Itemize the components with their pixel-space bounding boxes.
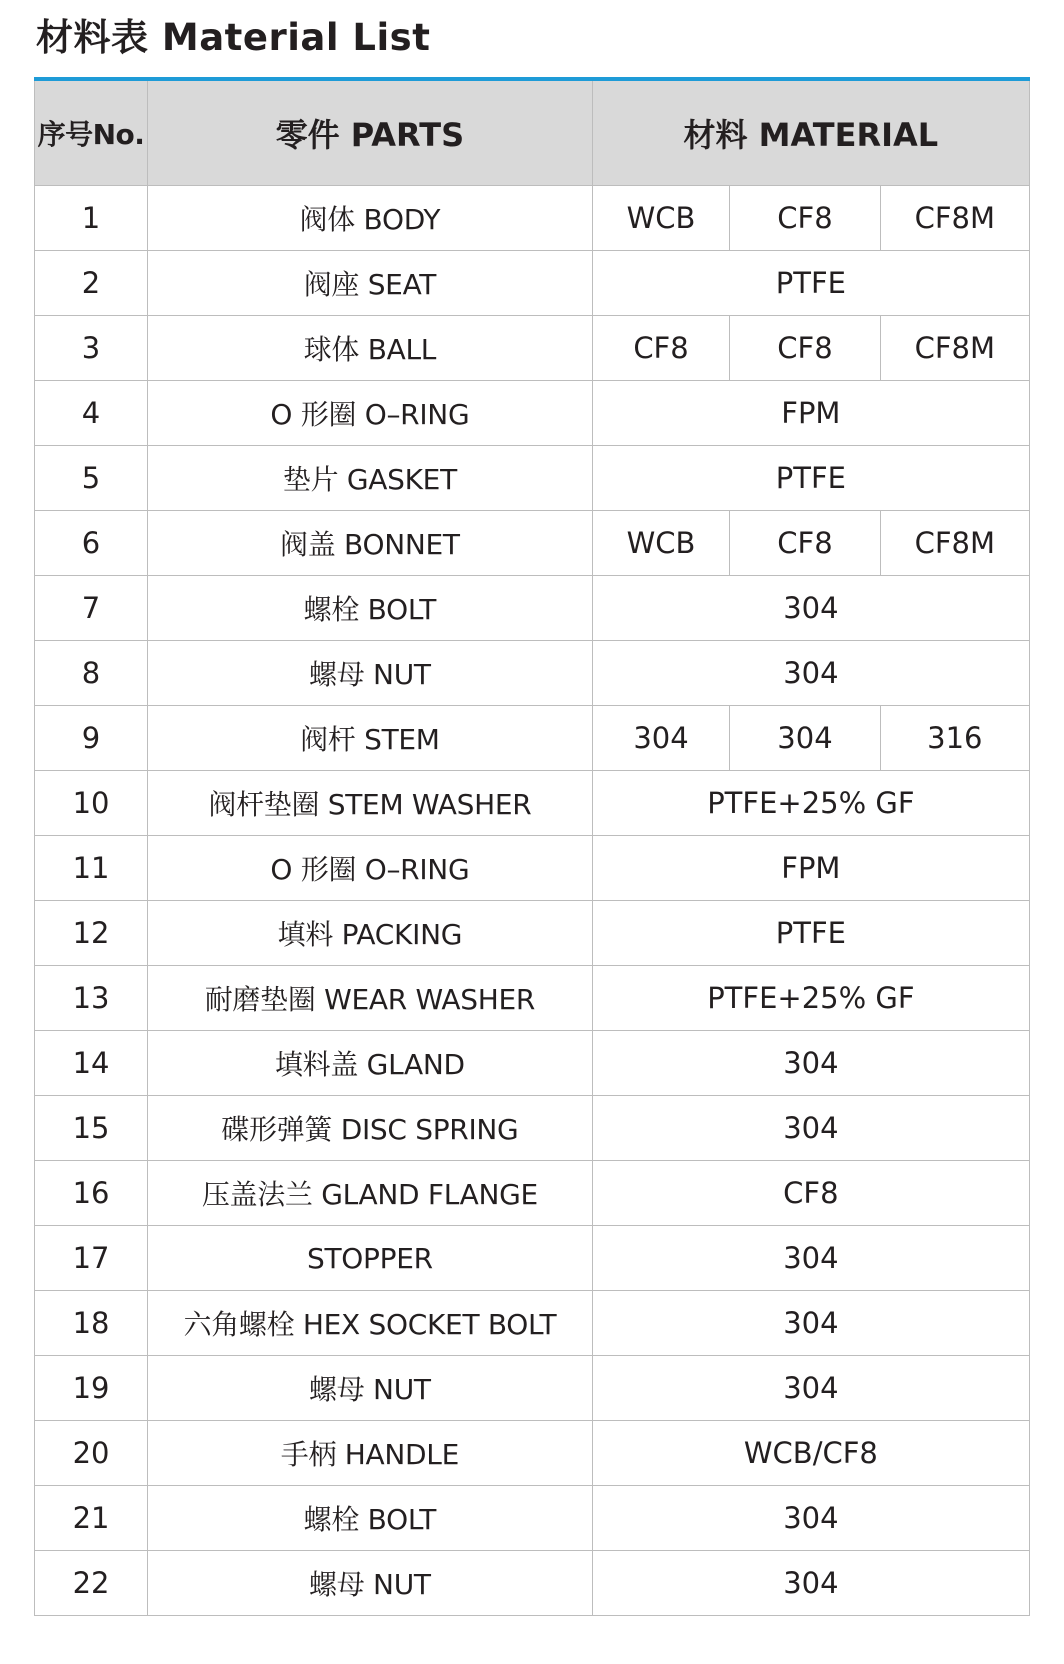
part-name: 手柄 HANDLE	[148, 1421, 593, 1486]
material-cell: PTFE	[592, 901, 1029, 966]
table-row	[35, 511, 1030, 576]
material-cell: 304	[592, 1356, 1029, 1421]
material-cell: 304	[592, 1486, 1029, 1551]
material-cell: 304	[592, 1226, 1029, 1291]
material-cell: PTFE+25% GF	[592, 771, 1029, 836]
table-row	[35, 381, 1030, 446]
row-number: 22	[35, 1551, 148, 1616]
part-name: 填料盖 GLAND	[148, 1031, 593, 1096]
material-cell: 304	[730, 706, 880, 771]
part-name: O 形圈 O–RING	[148, 381, 593, 446]
row-number: 15	[35, 1096, 148, 1161]
material-cell: CF8	[730, 316, 880, 381]
row-number: 5	[35, 446, 148, 511]
table-row	[35, 1226, 1030, 1291]
row-number: 16	[35, 1161, 148, 1226]
part-name: 耐磨垫圈 WEAR WASHER	[148, 966, 593, 1031]
page-title: 材料表 Material List	[36, 16, 431, 59]
header-parts: 零件 PARTS	[148, 81, 593, 186]
material-cell: 304	[592, 1096, 1029, 1161]
header-material: 材料 MATERIAL	[592, 81, 1029, 186]
material-cell: PTFE+25% GF	[592, 966, 1029, 1031]
part-name: 球体 BALL	[148, 316, 593, 381]
material-cell: CF8	[592, 316, 730, 381]
table-row	[35, 706, 1030, 771]
row-number: 11	[35, 836, 148, 901]
material-cell: CF8	[730, 511, 880, 576]
material-table	[34, 81, 1030, 1616]
table-header-row	[35, 81, 1030, 186]
part-name: 阀盖 BONNET	[148, 511, 593, 576]
material-cell: FPM	[592, 836, 1029, 901]
table-row	[35, 1551, 1030, 1616]
row-number: 13	[35, 966, 148, 1031]
material-cell: CF8M	[880, 316, 1029, 381]
table-row	[35, 1486, 1030, 1551]
part-name: 压盖法兰 GLAND FLANGE	[148, 1161, 593, 1226]
table-row	[35, 1031, 1030, 1096]
table-row	[35, 836, 1030, 901]
material-cell: 304	[592, 576, 1029, 641]
part-name: 垫片 GASKET	[148, 446, 593, 511]
table-row	[35, 1356, 1030, 1421]
table-row	[35, 186, 1030, 251]
material-cell: PTFE	[592, 251, 1029, 316]
part-name: 阀体 BODY	[148, 186, 593, 251]
row-number: 17	[35, 1226, 148, 1291]
row-number: 8	[35, 641, 148, 706]
row-number: 9	[35, 706, 148, 771]
part-name: 螺母 NUT	[148, 1551, 593, 1616]
material-cell: 316	[880, 706, 1029, 771]
material-cell: 304	[592, 641, 1029, 706]
material-cell: CF8M	[880, 511, 1029, 576]
table-row	[35, 771, 1030, 836]
table-row	[35, 1291, 1030, 1356]
table-row	[35, 966, 1030, 1031]
row-number: 3	[35, 316, 148, 381]
part-name: 阀座 SEAT	[148, 251, 593, 316]
row-number: 19	[35, 1356, 148, 1421]
row-number: 7	[35, 576, 148, 641]
table-row	[35, 576, 1030, 641]
part-name: 填料 PACKING	[148, 901, 593, 966]
row-number: 6	[35, 511, 148, 576]
part-name: 螺母 NUT	[148, 641, 593, 706]
part-name: 螺母 NUT	[148, 1356, 593, 1421]
material-cell: 304	[592, 1291, 1029, 1356]
table-row	[35, 901, 1030, 966]
part-name: 碟形弹簧 DISC SPRING	[148, 1096, 593, 1161]
table-body	[35, 186, 1030, 1616]
row-number: 2	[35, 251, 148, 316]
table-row	[35, 1096, 1030, 1161]
table-row	[35, 316, 1030, 381]
material-cell: 304	[592, 1031, 1029, 1096]
material-cell: PTFE	[592, 446, 1029, 511]
row-number: 18	[35, 1291, 148, 1356]
part-name: STOPPER	[148, 1226, 593, 1291]
table-row	[35, 641, 1030, 706]
material-cell: CF8M	[880, 186, 1029, 251]
row-number: 1	[35, 186, 148, 251]
table-row	[35, 1161, 1030, 1226]
row-number: 14	[35, 1031, 148, 1096]
row-number: 20	[35, 1421, 148, 1486]
part-name: O 形圈 O–RING	[148, 836, 593, 901]
header-no: 序号No.	[35, 81, 148, 186]
row-number: 4	[35, 381, 148, 446]
material-cell: WCB	[592, 186, 730, 251]
material-cell: 304	[592, 1551, 1029, 1616]
material-cell: CF8	[730, 186, 880, 251]
material-cell: 304	[592, 706, 730, 771]
part-name: 阀杆 STEM	[148, 706, 593, 771]
row-number: 10	[35, 771, 148, 836]
table-row	[35, 1421, 1030, 1486]
material-cell: FPM	[592, 381, 1029, 446]
material-cell: WCB	[592, 511, 730, 576]
row-number: 21	[35, 1486, 148, 1551]
table-row	[35, 251, 1030, 316]
part-name: 螺栓 BOLT	[148, 1486, 593, 1551]
part-name: 螺栓 BOLT	[148, 576, 593, 641]
part-name: 阀杆垫圈 STEM WASHER	[148, 771, 593, 836]
part-name: 六角螺栓 HEX SOCKET BOLT	[148, 1291, 593, 1356]
material-cell: WCB/CF8	[592, 1421, 1029, 1486]
row-number: 12	[35, 901, 148, 966]
table-row	[35, 446, 1030, 511]
material-cell: CF8	[592, 1161, 1029, 1226]
